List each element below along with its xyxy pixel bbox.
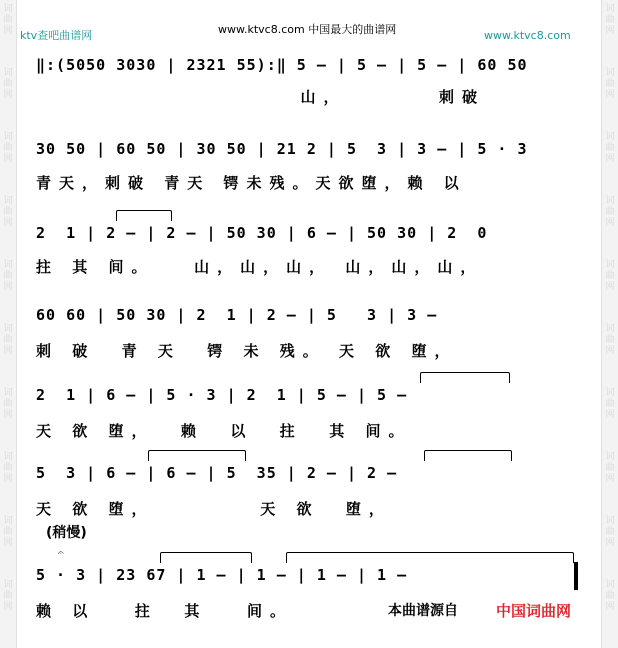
notes-line: 2 1 | 2 – | 2 – | 50 30 | 6 – | 50 30 | 2 0 <box>36 224 488 242</box>
notes-line: ‖:(5050 3030 | 2321 55):‖ 5 – | 5 – | 5 – | 60 50 <box>36 56 528 74</box>
watermark-text: 词曲网 <box>605 4 615 36</box>
watermark-text: 词曲网 <box>605 132 615 164</box>
watermark-text: 词曲网 <box>605 68 615 100</box>
lyrics-line: 天 欲 堕， 赖 以 拄 其 间。 <box>36 422 412 440</box>
watermark-text: 词曲网 <box>605 452 615 484</box>
tie-arc <box>148 450 246 461</box>
tie-arc <box>286 552 574 563</box>
tie-arc <box>424 450 512 461</box>
footer-source-label: 本曲谱源自 <box>388 603 458 619</box>
lyrics-line: 山， 刺破 <box>36 88 485 106</box>
watermark-text: 词曲网 <box>3 324 13 356</box>
watermark-text: 词曲网 <box>605 388 615 420</box>
watermark-text: 词曲网 <box>3 388 13 420</box>
watermark-text: 词曲网 <box>605 196 615 228</box>
watermark-text: 词曲网 <box>605 324 615 356</box>
fermata-icon: 𝄐 <box>58 548 64 559</box>
watermark-text: 词曲网 <box>3 260 13 292</box>
watermark-text: 词曲网 <box>3 4 13 36</box>
notes-line: 5 · 3 | 23 67 | 1 – | 1 – | 1 – | 1 – <box>36 566 408 584</box>
lyrics-line: 拄 其 间。 山，山，山， 山，山，山， <box>36 258 484 276</box>
watermark-text: 词曲网 <box>3 196 13 228</box>
header-center-site[interactable]: www.ktvc8.com 中国最大的曲谱网 <box>218 23 397 36</box>
watermark-text: 词曲网 <box>3 516 13 548</box>
tie-arc <box>116 210 172 221</box>
watermark-text: 词曲网 <box>3 580 13 612</box>
watermark-text: 词曲网 <box>605 580 615 612</box>
header-right-site[interactable]: www.ktvc8.com <box>484 29 571 42</box>
notes-line: 2 1 | 6 – | 5 · 3 | 2 1 | 5 – | 5 – <box>36 386 408 404</box>
watermark-text: 词曲网 <box>3 452 13 484</box>
watermark-text: 词曲网 <box>3 68 13 100</box>
tempo-marking: (稍慢) <box>46 525 87 541</box>
tie-arc <box>160 552 252 563</box>
notes-line: 5 3 | 6 – | 6 – | 5 35 | 2 – | 2 – <box>36 464 398 482</box>
footer-brand-link[interactable]: 中国词曲网 <box>496 602 572 620</box>
watermark-text: 词曲网 <box>605 516 615 548</box>
watermark-text: 词曲网 <box>605 260 615 292</box>
lyrics-line: 赖 以 拄 其 间。 <box>36 602 294 620</box>
tie-arc <box>420 372 510 383</box>
notes-line: 30 50 | 60 50 | 30 50 | 21 2 | 5 3 | 3 – | 5 · 3 <box>36 140 528 158</box>
header-left-site[interactable]: ktv查吧曲谱网 <box>20 29 93 42</box>
lyrics-line: 刺 破 青 天 锷 未 残。 天 欲 堕， <box>36 342 458 360</box>
final-barline <box>574 562 578 590</box>
lyrics-line: 天 欲 堕， 天 欲 堕， <box>36 500 392 518</box>
watermark-text: 词曲网 <box>3 132 13 164</box>
lyrics-line: 青天，刺破 青天 锷未残。天欲堕，赖 以 <box>36 174 467 192</box>
notes-line: 60 60 | 50 30 | 2 1 | 2 – | 5 3 | 3 – <box>36 306 438 324</box>
